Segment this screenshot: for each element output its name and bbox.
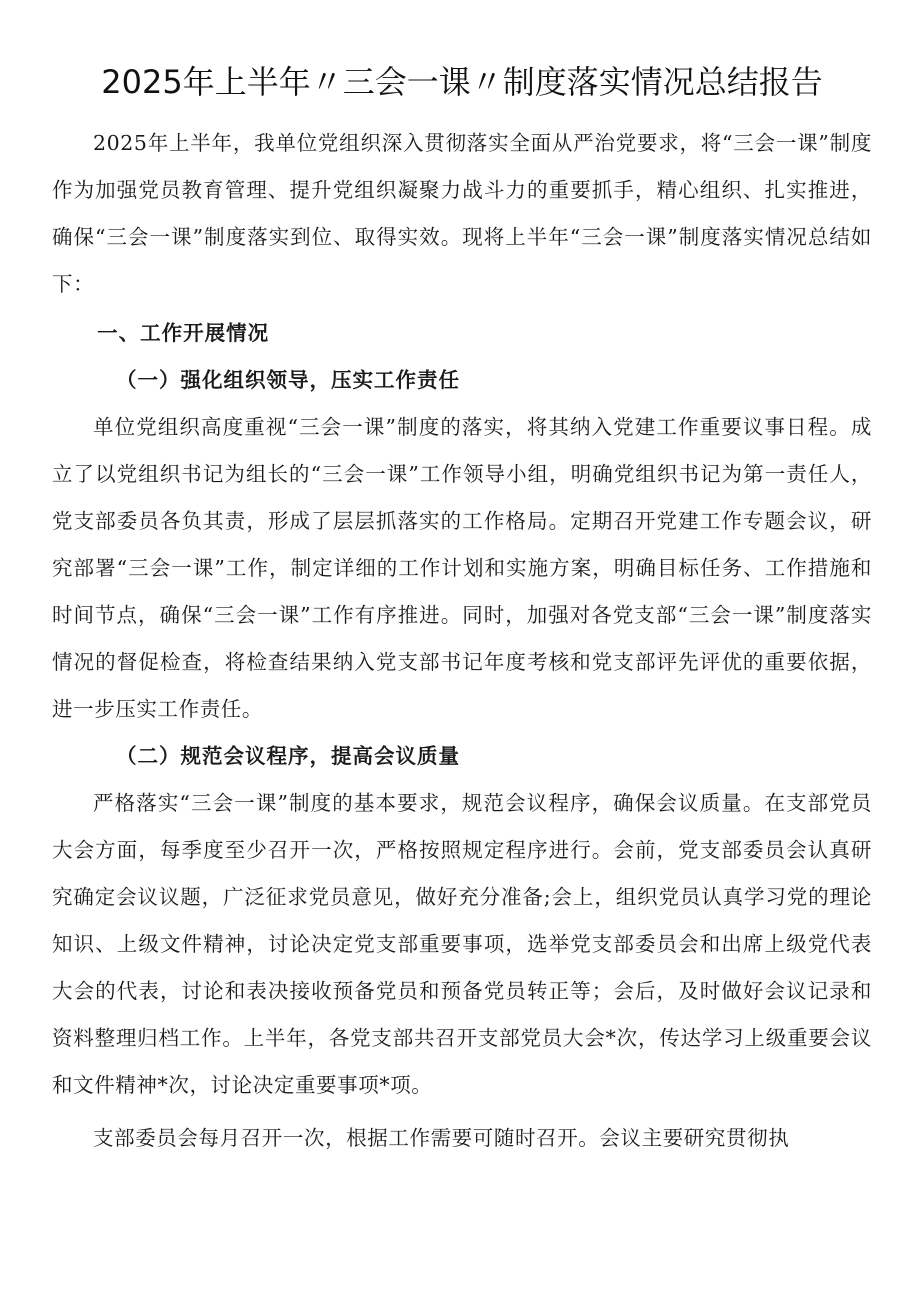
meeting-procedure-paragraph: 严格落实“三会一课”制度的基本要求，规范会议程序，确保会议质量。在支部党员大会方面，每季度至少召开一次，严格按照规定程序进行。会前，党支部委员会认真研究确定会议议题，广泛征求党员意见，做好充分准备;会上，组织党员认真学习党的理论知识、上级文件精神，讨论决定党支部重要事项，选举党支部委员会和出席上级党代表大会的代表，讨论和表决接收预备党员和预备党员转正等；会后，及时做好会议记录和资料整理归档工作。上半年，各党支部共召开支部党员大会*次，传达学习上级重要会议和文件精神*次，讨论决定重要事项*项。 bbox=[52, 791, 872, 1097]
committee-meeting-paragraph: 支部委员会每月召开一次，根据工作需要可随时召开。会议主要研究贯彻执 bbox=[93, 1126, 790, 1150]
document-title: 2025年上半年〃三会一课〃制度落实情况总结报告 bbox=[101, 63, 823, 101]
subsection-heading-meeting-procedure: （二）规范会议程序，提高会议质量 bbox=[116, 744, 460, 768]
intro-paragraph: 2025年上半年，我单位党组织深入贯彻落实全面从严治党要求，将“三会一课”制度作为加强党员教育管理、提升党组织凝聚力战斗力的重要抓手，精心组织、扎实推进，确保“三会一课”制度落实到位、取得实效。现将上半年“三会一课”制度落实情况总结如下： bbox=[52, 131, 872, 296]
section-heading-work-progress: 一、工作开展情况 bbox=[97, 321, 270, 345]
leadership-paragraph: 单位党组织高度重视“三会一课”制度的落实，将其纳入党建工作重要议事日程。成立了以党组织书记为组长的“三会一课”工作领导小组，明确党组织书记为第一责任人，党支部委员各负其责，形成了层层抓落实的工作格局。定期召开党建工作专题会议，研究部署“三会一课”工作，制定详细的工作计划和实施方案，明确目标任务、工作措施和时间节点，确保“三会一课”工作有序推进。同时，加强对各党支部“三会一课”制度落实情况的督促检查，将检查结果纳入党支部书记年度考核和党支部评先评优的重要依据，进一步压实工作责任。 bbox=[52, 415, 872, 721]
subsection-heading-leadership: （一）强化组织领导，压实工作责任 bbox=[116, 368, 460, 392]
